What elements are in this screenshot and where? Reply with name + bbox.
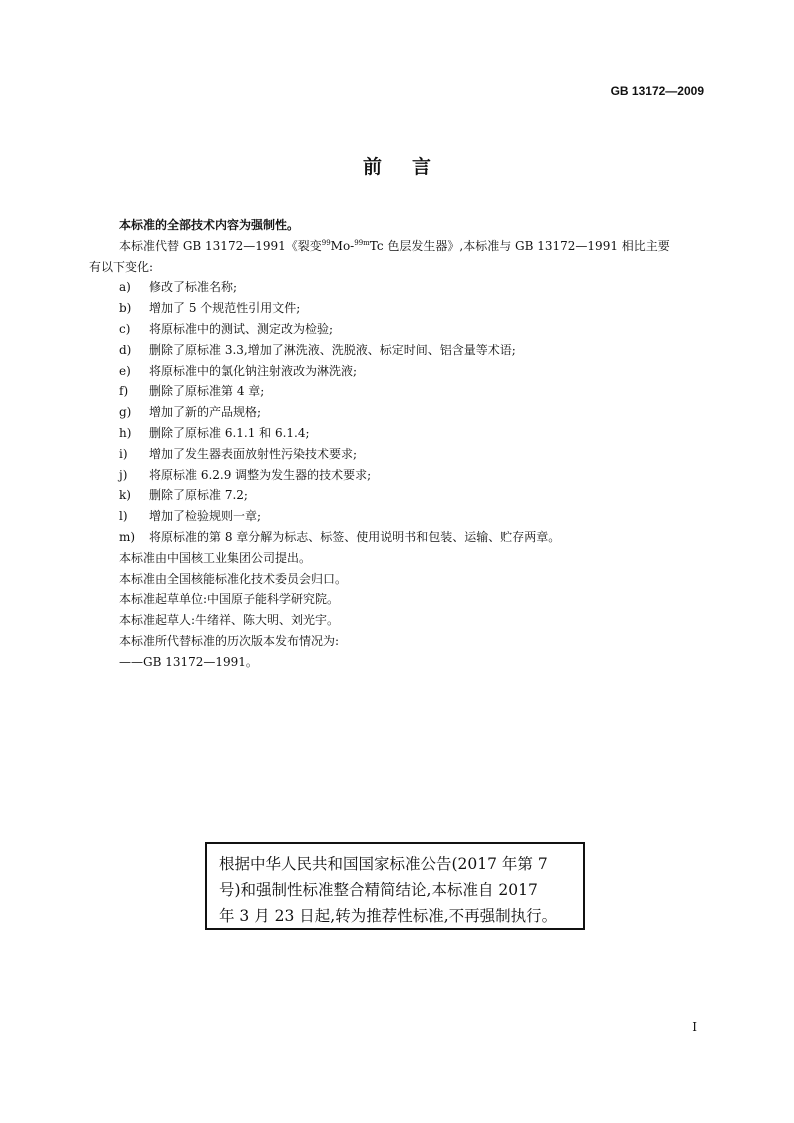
item-text: 增加了发生器表面放射性污染技术要求; xyxy=(149,446,358,461)
replacement-text-c: Tc 色层发生器》,本标准与 GB 13172—1991 相比主要 xyxy=(369,238,670,253)
replacement-text-b: Mo- xyxy=(330,238,355,253)
version-history-heading: 本标准所代替标准的历次版本发布情况为: xyxy=(119,633,340,648)
list-item xyxy=(89,485,709,506)
page-title: 前言 xyxy=(362,156,461,178)
page-number: I xyxy=(692,1020,697,1034)
list-item xyxy=(89,506,709,527)
list-item xyxy=(89,381,709,402)
notice-line-1: 根据中华人民共和国国家标准公告(2017 年第 7 xyxy=(219,855,548,873)
item-label: c) xyxy=(119,321,131,336)
item-text: 删除了原标准 3.3,增加了淋洗液、洗脱液、标定时间、铝含量等术语; xyxy=(149,342,516,357)
replacement-continuation: 有以下变化: xyxy=(89,259,154,274)
proposed-by: 本标准由中国核工业集团公司提出。 xyxy=(119,550,312,565)
list-item xyxy=(89,361,709,382)
item-text: 增加了 5 个规范性引用文件; xyxy=(149,301,301,316)
item-text: 修改了标准名称; xyxy=(149,280,238,295)
replacement-text-a: 本标准代替 GB 13172—1991《裂变 xyxy=(119,238,322,253)
item-text: 增加了检验规则一章; xyxy=(149,509,262,524)
list-item xyxy=(89,340,709,361)
changes-list xyxy=(89,277,709,547)
list-item xyxy=(89,402,709,423)
superscript-99m: 99m xyxy=(354,238,370,247)
item-text: 删除了原标准第 4 章; xyxy=(149,384,265,399)
list-item xyxy=(89,465,709,486)
mandatory-statement: 本标准的全部技术内容为强制性。 xyxy=(119,218,300,232)
item-label: j) xyxy=(119,467,128,482)
notice-line-2: 号)和强制性标准整合精简结论,本标准自 2017 xyxy=(219,881,538,899)
list-item xyxy=(89,527,709,548)
item-text: 删除了原标准 7.2; xyxy=(149,488,248,503)
drafters: 本标准起草人:牛绪祥、陈大明、刘光宇。 xyxy=(119,613,340,628)
foreword-body xyxy=(89,215,709,673)
item-label: f) xyxy=(119,384,129,399)
status-notice-box xyxy=(205,842,585,930)
item-label: k) xyxy=(119,488,131,503)
item-label: l) xyxy=(119,509,128,524)
item-label: d) xyxy=(119,342,132,357)
list-item xyxy=(89,277,709,298)
list-item xyxy=(89,423,709,444)
previous-version: ——GB 13172—1991。 xyxy=(119,654,258,669)
list-item xyxy=(89,298,709,319)
superscript-99: 99 xyxy=(321,238,331,247)
item-label: m) xyxy=(119,529,136,544)
standard-code: GB 13172—2009 xyxy=(610,84,704,98)
item-label: g) xyxy=(119,405,132,420)
item-text: 将原标准中的氯化钠注射液改为淋洗液; xyxy=(149,363,358,378)
list-item xyxy=(89,444,709,465)
item-label: h) xyxy=(119,425,132,440)
technical-committee: 本标准由全国核能标准化技术委员会归口。 xyxy=(119,571,348,586)
list-item xyxy=(89,319,709,340)
item-text: 将原标准的第 8 章分解为标志、标签、使用说明书和包装、运输、贮存两章。 xyxy=(149,529,561,544)
item-text: 删除了原标准 6.1.1 和 6.1.4; xyxy=(149,425,310,440)
drafting-unit: 本标准起草单位:中国原子能科学研究院。 xyxy=(119,592,340,607)
item-text: 将原标准 6.2.9 调整为发生器的技术要求; xyxy=(149,467,372,482)
notice-line-3: 年 3 月 23 日起,转为推荐性标准,不再强制执行。 xyxy=(219,907,558,925)
item-label: a) xyxy=(119,280,131,295)
item-label: i) xyxy=(119,446,128,461)
item-text: 增加了新的产品规格; xyxy=(149,405,262,420)
replacement-statement xyxy=(89,236,709,257)
item-label: b) xyxy=(119,301,132,316)
item-label: e) xyxy=(119,363,131,378)
item-text: 将原标准中的测试、测定改为检验; xyxy=(149,321,334,336)
